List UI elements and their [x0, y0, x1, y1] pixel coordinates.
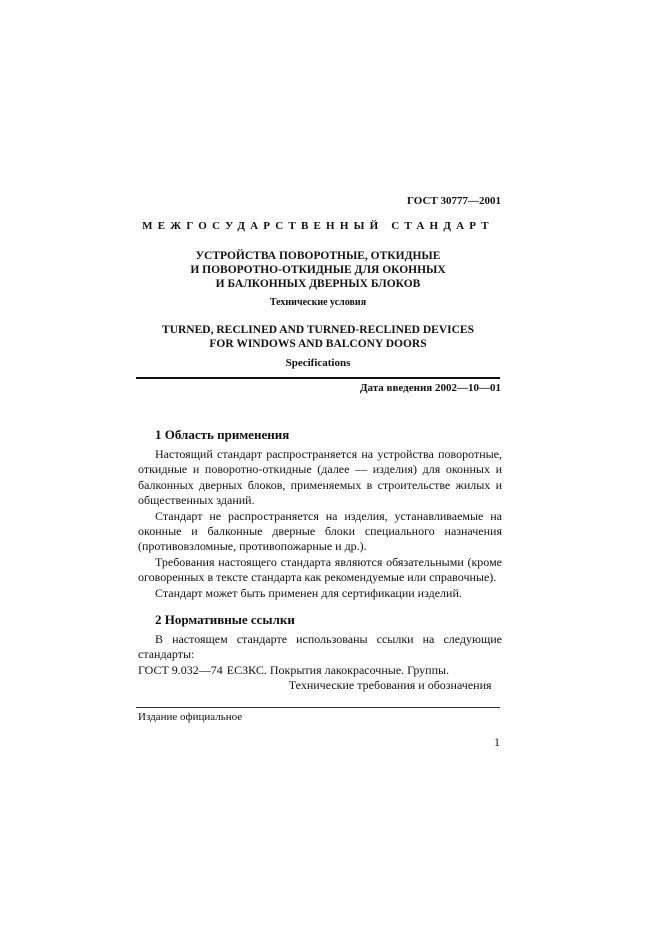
paragraph: Стандарт не распространяется на изделия, устанавливаемые на оконные и балконные дверные блоки специального назначения (противовзломные, противопожарные и др.).	[138, 508, 502, 554]
subtitle-english: Specifications	[285, 357, 351, 369]
section-1-body	[138, 447, 502, 601]
subtitle-russian: Технические условия	[269, 297, 367, 308]
title-russian	[136, 249, 500, 291]
introduction-date: Дата введения 2002—10—01	[359, 382, 501, 394]
title-ru-line: И БАЛКОННЫХ ДВЕРНЫХ БЛОКОВ	[215, 278, 421, 290]
paragraph: Настоящий стандарт распространяется на устройства поворотные, откидные и поворотно-откидные (далее — изделия) для оконных и балконных дверных блоков, применяемых в строительстве жилых и общественных зданий.	[138, 447, 502, 508]
paragraph: Стандарт может быть применен для сертификации изделий.	[155, 585, 462, 600]
document-number: ГОСТ 30777—2001	[407, 195, 501, 207]
title-en-line: FOR WINDOWS AND BALCONY DOORS	[209, 338, 427, 350]
edition-note: Издание официальное	[138, 711, 243, 723]
section-1-heading: 1 Область применения	[155, 427, 290, 442]
header-divider	[136, 377, 500, 379]
section-2-heading: 2 Нормативные ссылки	[155, 612, 295, 627]
title-ru-line: УСТРОЙСТВА ПОВОРОТНЫЕ, ОТКИДНЫЕ	[195, 250, 441, 262]
standard-series-heading: МЕЖГОСУДАРСТВЕННЫЙ СТАНДАРТ	[142, 220, 494, 232]
footnote-divider	[136, 707, 500, 708]
title-english	[136, 323, 500, 351]
title-ru-line: И ПОВОРОТНО-ОТКИДНЫЕ ДЛЯ ОКОННЫХ	[190, 264, 446, 276]
reference-title: ЕСЗКС. Покрытия лакокрасочные. Группы. Технические требования и обозначения	[226, 663, 492, 693]
reference-item	[138, 663, 502, 694]
reference-code: ГОСТ 9.032—74	[138, 663, 223, 677]
references-intro: В настоящем стандарте использованы ссылки на следующие стандарты:	[138, 632, 502, 662]
page-number: 1	[494, 735, 500, 749]
paragraph: Требования настоящего стандарта являются обязательными (кроме оговоренных в тексте стандарта как рекомендуемые или справочные).	[138, 554, 502, 585]
title-en-line: TURNED, RECLINED AND TURNED-RECLINED DEVICES	[162, 324, 474, 336]
